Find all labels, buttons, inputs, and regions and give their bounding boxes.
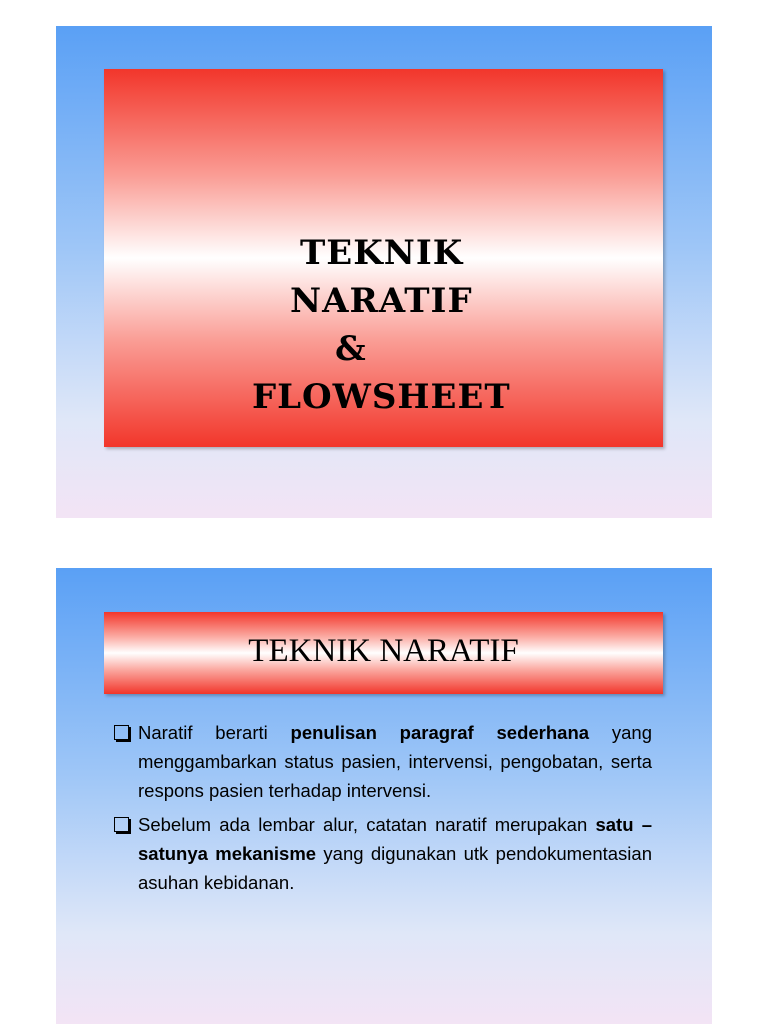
slide-title: TEKNIK NARATIF <box>248 633 519 669</box>
bullet-item <box>112 718 652 805</box>
bullet-text-pre: Naratif berarti <box>138 722 291 743</box>
title-line-1: TEKNIK <box>300 233 464 273</box>
bullet-text-pre: Sebelum ada lembar alur, catatan naratif merupakan <box>138 814 596 835</box>
bullet-list <box>112 718 652 902</box>
slide-1 <box>56 26 712 518</box>
title-line-3: & <box>335 329 367 369</box>
square-checkbox-icon <box>114 725 129 740</box>
bullet-text-bold: penulisan paragraf sederhana <box>290 722 590 743</box>
bullet-item <box>112 810 652 897</box>
title-line-4: FLOWSHEET <box>252 377 511 417</box>
bullet-text-bold: satu – satunya mekanisme <box>138 814 652 864</box>
slide-2 <box>56 568 712 1024</box>
title-box <box>104 612 663 694</box>
bullet-text-post: yang digunakan utk pendokumentasian asuhan kebidanan. <box>138 843 652 893</box>
title-line-2: NARATIF <box>290 281 473 321</box>
title-box <box>104 69 663 447</box>
bullet-text-post: yang menggambarkan status pasien, intervensi, pengobatan, serta respons pasien terhadap intervensi. <box>138 722 652 801</box>
square-checkbox-icon <box>114 817 129 832</box>
